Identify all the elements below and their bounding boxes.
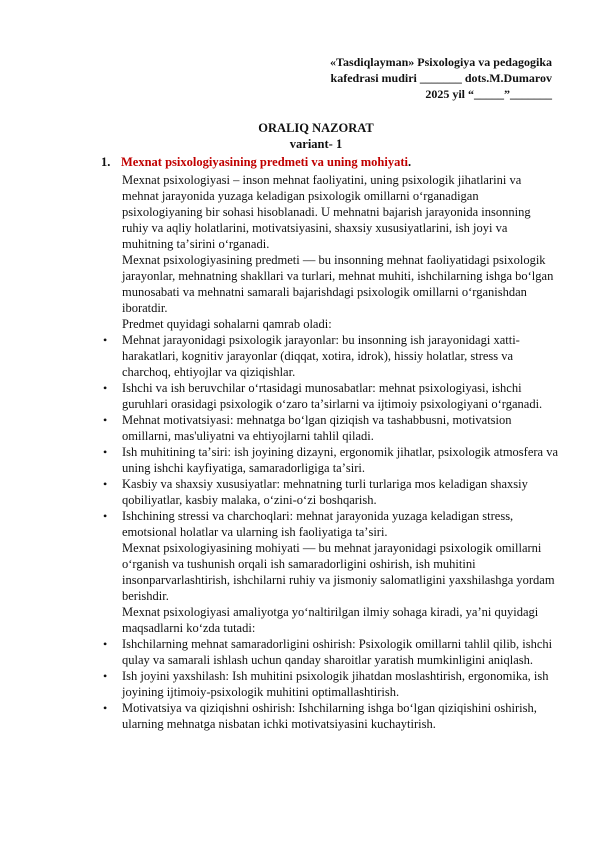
list-item: • Ish muhitining taʼsiri: ish joyining dizayni, ergonomik jihatlar, psixologik atmosfera va uning ishchi kayfiyatiga, samaradorligiga taʼsiri. [122,444,558,476]
approval-line-1: «Tasdiqlayman» Psixologiya va pedagogika [330,55,552,69]
approval-line-2: kafedrasi mudiri _______ dots.M.Dumarov [330,71,552,85]
list-item: • Ishchi va ish beruvchilar oʻrtasidagi munosabatlar: mehnat psixologiyasi, ishchi guruhlari orasidagi psixologik oʻzaro taʼsirlarni va ijtimoiy psixologiyani oʻrganadi. [122,380,558,412]
question-number: 1. [101,155,111,169]
list-item: • Mehnat jarayonidagi psixologik jarayonlar: bu insonning ish jarayonidagi xatti-harakatlari, kognitiv jarayonlar (diqqat, xotira, idrok), hissiy holatlar, stress va charchoq, ehtiyojlar va qiziqishlar. [122,332,558,380]
variant-label: variant- 1 [289,137,343,151]
list-item: • Motivatsiya va qiziqishni oshirish: Ishchilarning ishga boʻlgan qiziqishini oshirish, ularning mehnatga nisbatan ichki motivatsiyasini kuchaytirish. [122,700,558,732]
paragraph-definition: Mexnat psixologiyasi – inson mehnat faoliyatini, uning psixologik jihatlarini va mehnat jarayonida yuzaga keladigan psixologik omillarni oʻrganadigan psixologiyaning bir sohasi hisoblanadi. U mehnatni bajarish jarayonida insonning ruhiy va aqliy holatlarini, motivatsiyasini, shaxsiy xususiyatlarini, ish joyi va muhitning taʼsirini oʻrganadi. [122,173,531,251]
approval-line-3: 2025 yil “_____”_______ [425,87,552,101]
approval-block [262,54,552,102]
question-period: . [407,155,412,169]
paragraph-subject: Mexnat psixologiyasining predmeti — bu insonning mehnat faoliyatidagi psixologik jarayonlar, mehnatning shakllari va turlari, mehnat muhiti, ishchilarning ishga boʻlgan munosabati va mehnatni samarali bajarishdagi psixologik omillarni oʻrganishdan iboratdir. [122,253,554,315]
paragraph-scope-intro: Predmet quyidagi sohalarni qamrab oladi: [122,317,332,331]
question-heading [101,155,411,170]
paragraph-goals-intro: Mexnat psixologiyasi amaliyotga yoʻnaltirilgan ilmiy sohaga kiradi, yaʼni quyidagi maqsadlarni koʻzda tutadi: [122,605,539,635]
goals-list [122,636,558,732]
answer-body [122,172,558,732]
document-title: ORALIQ NAZORAT [258,121,374,135]
list-item: • Ishchining stressi va charchoqlari: mehnat jarayonida yuzaga keladigan stress, emotsional holatlar va ularning ish faoliyatiga taʼsiri. [122,508,558,540]
paragraph-essence: Mexnat psixologiyasining mohiyati — bu mehnat jarayonidagi psixologik omillarni oʻrganish va tushunish orqali ish samaradorligini oshirish, ish muhitini insonparvarlashtirish, ishchilarni ruhiy va jismoniy salomatligini yaxshilashga yordam berishdir. [122,541,555,603]
scope-list [122,332,558,540]
list-item: • Kasbiy va shaxsiy xususiyatlar: mehnatning turli turlariga mos keladigan shaxsiy qobiliyatlar, kasbiy malaka, oʻzini-oʻzi boshqarish. [122,476,558,508]
question-title: Mexnat psixologiyasining predmeti va uning mohiyati [121,155,408,169]
list-item: • Ishchilarning mehnat samaradorligini oshirish: Psixologik omillarni tahlil qilib, ishchi qulay va samarali ishlash uchun qanday sharoitlar yaratish mumkinligini aniqlash. [122,636,558,668]
list-item: • Ish joyini yaxshilash: Ish muhitini psixologik jihatdan moslashtirish, ergonomika, ish joyining ijtimoiy-psixologik muhitini optimallashtirish. [122,668,558,700]
list-item: • Mehnat motivatsiyasi: mehnatga boʻlgan qiziqish va tashabbusni, motivatsion omillarni, mas'uliyatni va ehtiyojlarni tahlil qiladi. [122,412,558,444]
